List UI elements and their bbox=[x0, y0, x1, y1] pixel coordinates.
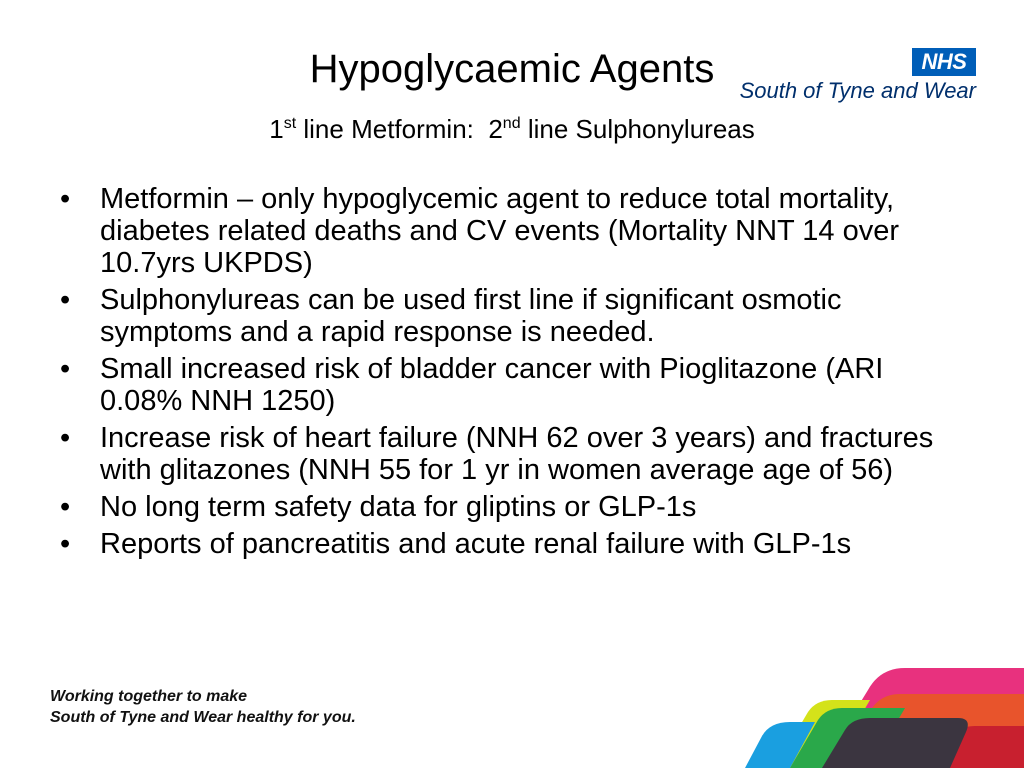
tagline-line-1: Working together to make bbox=[50, 688, 248, 705]
subtitle-second-sup: nd bbox=[502, 115, 521, 132]
bullet-item bbox=[60, 353, 960, 417]
bullet-text: Small increased risk of bladder cancer with Pioglitazone (ARI 0.08% NNH 1250) bbox=[100, 353, 884, 417]
tagline-line-2: South of Tyne and Wear healthy for you. bbox=[50, 709, 356, 726]
bullet-glyph: • bbox=[60, 353, 71, 385]
subtitle-first-text: line Metformin: bbox=[296, 114, 489, 144]
subtitle-first-sup: st bbox=[283, 115, 297, 132]
ribbon-blue bbox=[745, 722, 815, 768]
bullet-item bbox=[60, 528, 960, 560]
ribbon-dark bbox=[822, 718, 968, 768]
bullet-glyph: • bbox=[60, 284, 71, 316]
subtitle-second-text: line Sulphonylureas bbox=[520, 114, 755, 144]
bullet-item bbox=[60, 422, 960, 486]
bullet-glyph: • bbox=[60, 491, 71, 523]
bullet-glyph: • bbox=[60, 528, 71, 560]
bullet-item bbox=[60, 284, 960, 348]
ribbon-red bbox=[930, 726, 1024, 768]
bullet-glyph: • bbox=[60, 183, 71, 215]
bullet-text: Increase risk of heart failure (NNH 62 over 3 years) and fractures with glitazones (NNH 55 for 1 yr in women average age of 56) bbox=[100, 422, 934, 486]
bullet-item bbox=[60, 491, 960, 523]
bullet-text: Reports of pancreatitis and acute renal failure with GLP-1s bbox=[100, 528, 852, 560]
bullet-text: No long term safety data for gliptins or GLP-1s bbox=[100, 491, 697, 523]
slide-title: Hypoglycaemic Agents bbox=[309, 47, 715, 91]
ribbon-orange bbox=[835, 694, 1024, 768]
ribbon-green bbox=[790, 708, 905, 768]
nhs-badge: NHS bbox=[912, 48, 976, 76]
slide-subtitle bbox=[150, 112, 874, 146]
footer-tagline bbox=[50, 686, 356, 728]
ribbon-yellow bbox=[775, 700, 870, 768]
nhs-logo bbox=[718, 48, 976, 104]
bullet-text: Sulphonylureas can be used first line if significant osmotic symptoms and a rapid response is needed. bbox=[100, 284, 842, 348]
subtitle-second-num: 2 bbox=[488, 114, 503, 144]
subtitle-first-num: 1 bbox=[269, 114, 284, 144]
bullet-item bbox=[60, 183, 960, 279]
bullet-list bbox=[60, 183, 960, 565]
nhs-org-name: South of Tyne and Wear bbox=[739, 78, 976, 103]
ribbon-magenta bbox=[820, 668, 1024, 768]
bullet-text: Metformin – only hypoglycemic agent to reduce total mortality, diabetes related deaths and CV events (Mortality NNT 14 over 10.7yrs UKPDS) bbox=[100, 183, 899, 279]
bullet-glyph: • bbox=[60, 422, 71, 454]
